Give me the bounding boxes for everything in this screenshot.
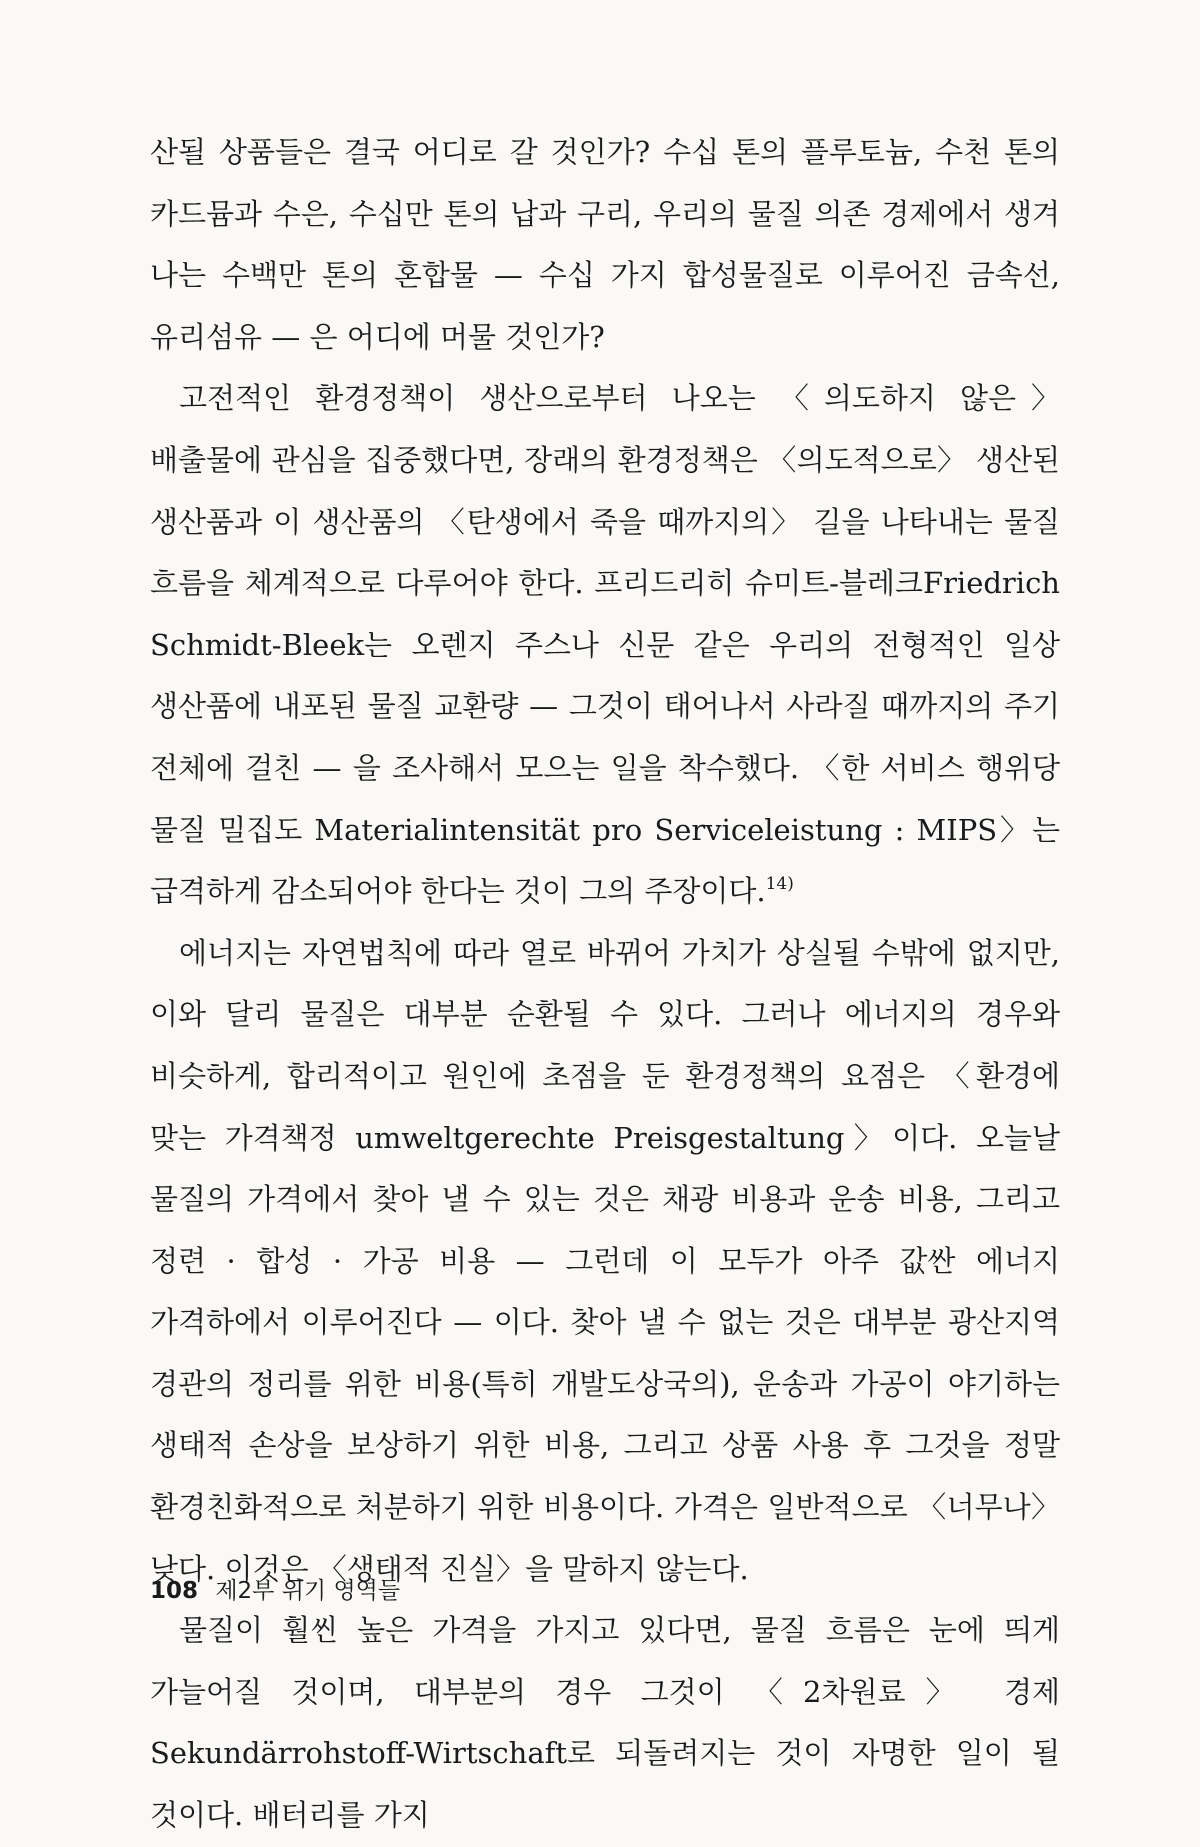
paragraph-2: [150, 368, 1060, 922]
running-section-title: 제2부 위기 영역들: [215, 1578, 401, 1604]
page-footer: [150, 1572, 400, 1605]
paragraph-4: [150, 1600, 1060, 1846]
paragraph-text: 고전적인 환경정책이 생산으로부터 나오는 〈의도하지 않은〉 배출물에 관심을 집중했다면, 장래의 환경정책은 〈의도적으로〉 생산된 생산품과 이 생산품의 〈탄생에서 죽을 때까지의〉 길을 나타내는 물질 흐름을 체계적으로 다루어야 한다. 프리드리히 슈미트-블레크Friedrich Schmidt-Bleek는 오렌지 주스나 신문 같은 우리의 전형적인 일상 생산품에 내포된 물질 교환량 — 그것이 태어나서 사라질 때까지의 주기 전체에 걸친 — 을 조사해서 모으는 일을 착수했다. 〈한 서비스 행위당 물질 밀집도 Materialintensität pro Serviceleistung : MIPS〉는 급격하게 감소되어야 한다는 것이 그의 주장이다.: [150, 381, 1060, 909]
footnote-ref: 14): [765, 874, 794, 895]
paragraph-text: 물질이 훨씬 높은 가격을 가지고 있다면, 물질 흐름은 눈에 띄게 가늘어질 것이며, 대부분의 경우 그것이 〈2차원료〉 경제 Sekundärrohstoff-Wirtschaft로 되돌려지는 것이 자명한 일이 될 것이다. 배터리를 가지: [150, 1613, 1060, 1833]
page-number: 108: [150, 1578, 199, 1604]
paragraph-3: [150, 923, 1060, 1601]
paragraph-1: [150, 122, 1060, 368]
paragraph-text: 산될 상품들은 결국 어디로 갈 것인가? 수십 톤의 플루토늄, 수천 톤의 카드뮴과 수은, 수십만 톤의 납과 구리, 우리의 물질 의존 경제에서 생겨 나는 수백만 톤의 혼합물 — 수십 가지 합성물질로 이루어진 금속선, 유리섬유 — 은 어디에 머물 것인가?: [150, 135, 1060, 354]
paragraph-text: 에너지는 자연법칙에 따라 열로 바뀌어 가치가 상실될 수밖에 없지만, 이와 달리 물질은 대부분 순환될 수 있다. 그러나 에너지의 경우와 비슷하게, 합리적이고 원인에 초점을 둔 환경정책의 요점은 〈환경에 맞는 가격책정 umweltgerechte Preisgestaltung〉이다. 오늘날 물질의 가격에서 찾아 낼 수 있는 것은 채광 비용과 운송 비용, 그리고 정련 · 합성 · 가공 비용 — 그런데 이 모두가 아주 값싼 에너지 가격하에서 이루어진다 — 이다. 찾아 낼 수 없는 것은 대부분 광산지역 경관의 정리를 위한 비용(특히 개발도상국의), 운송과 가공이 야기하는 생태적 손상을 보상하기 위한 비용, 그리고 상품 사용 후 그것을 정말 환경친화적으로 처분하기 위한 비용이다. 가격은 일반적으로 〈너무나〉 낮다. 이것은 〈생태적 진실〉을 말하지 않는다.: [150, 935, 1060, 1586]
